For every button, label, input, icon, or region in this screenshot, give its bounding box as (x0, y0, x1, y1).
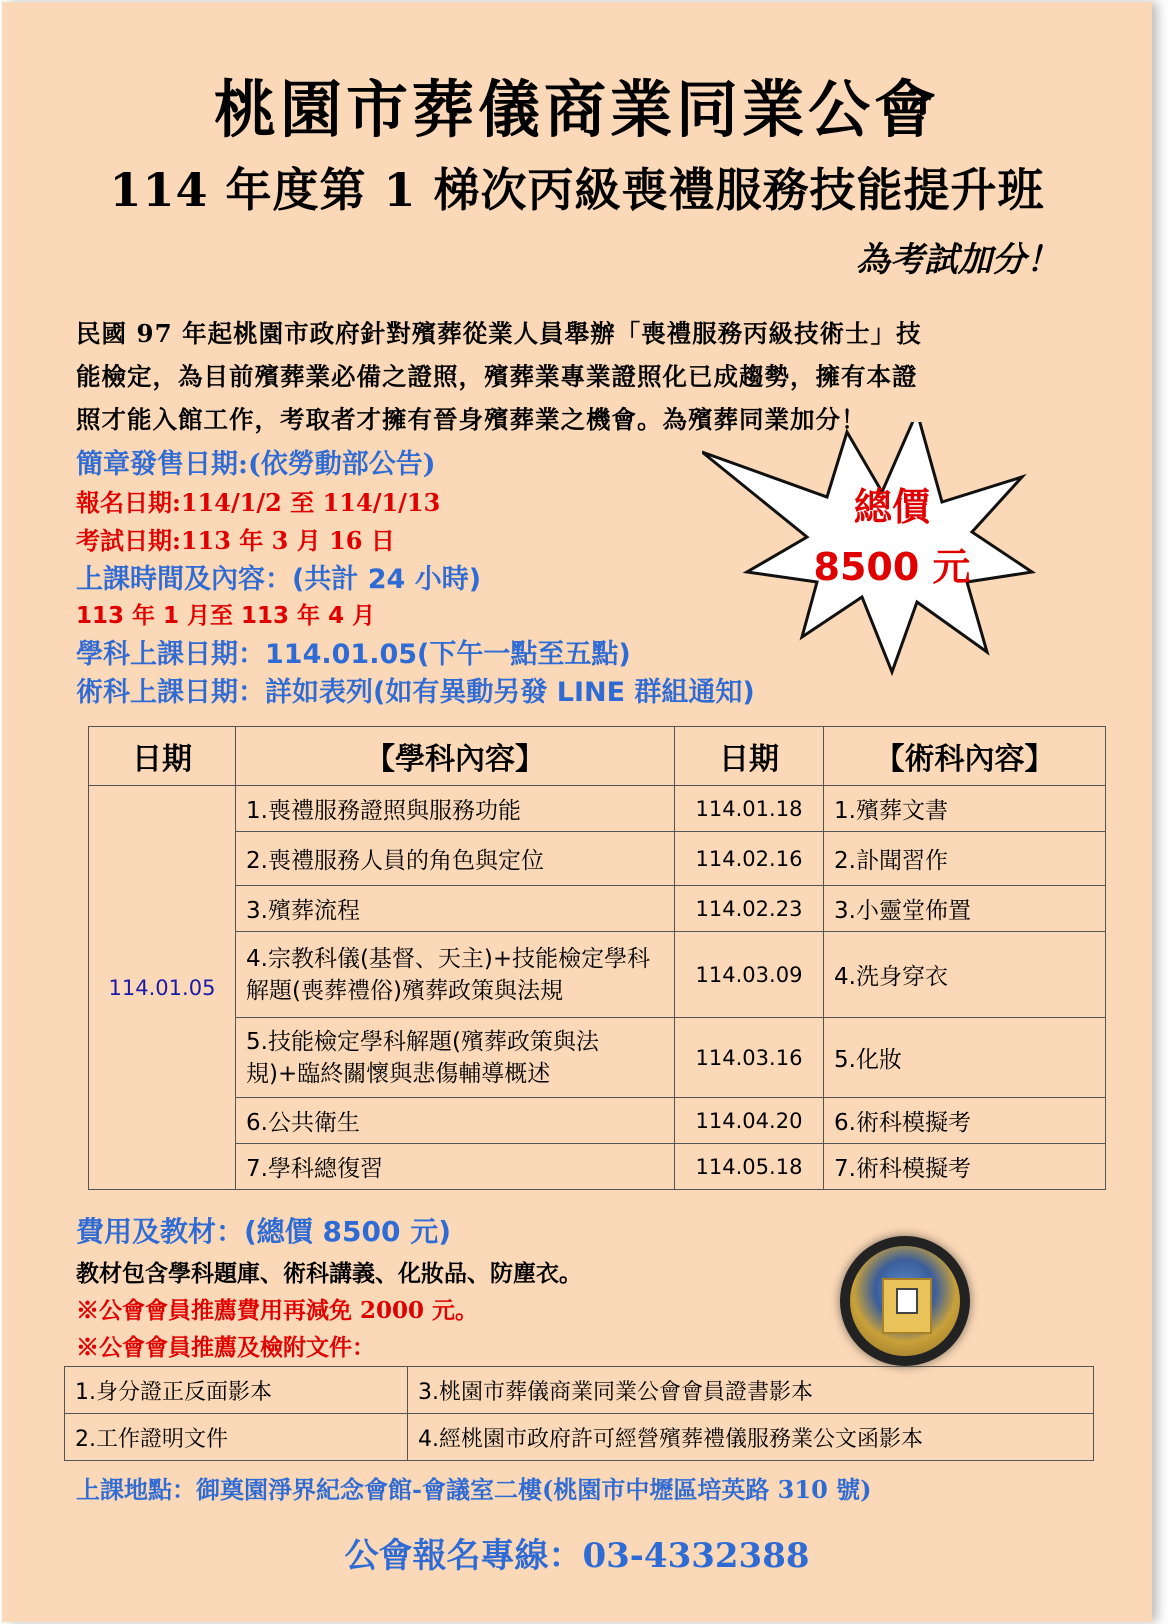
col-header-date: 日期 (675, 727, 824, 786)
practice-cell: 6.術科模擬考 (824, 1098, 1106, 1144)
documents-table (64, 1366, 1094, 1461)
col-header-theory: 【學科內容】 (236, 727, 675, 786)
fees-heading: 費用及教材：(總價 8500 元) (76, 1215, 452, 1248)
practice-date-cell: 114.02.23 (675, 886, 824, 932)
intro-line: 能檢定，為目前殯葬業必備之證照，殯葬業專業證照化已成趨勢，擁有本證 (76, 362, 918, 391)
class-time: 上課時間及內容：(共計 24 小時) (76, 564, 482, 595)
document-item: 2.工作證明文件 (65, 1414, 408, 1461)
theory-cell: 1.喪禮服務證照與服務功能 (236, 786, 675, 832)
table-row (65, 1367, 1094, 1414)
theory-date: 學科上課日期：114.01.05(下午一點至五點) (76, 639, 631, 670)
intro-line: 照才能入館工作，考取者才擁有晉身殯葬業之機會。為殯葬同業加分！ (76, 405, 867, 434)
association-title: 桃園市葬儀商業同業公會 (213, 73, 940, 146)
course-title: 114 年度第 1 梯次丙級喪禮服務技能提升班 (109, 163, 1045, 217)
table-row (89, 1098, 1106, 1144)
document-item: 4.經桃園市政府許可經營殯葬禮儀服務業公文函影本 (408, 1414, 1094, 1461)
class-period: 113 年 1 月至 113 年 4 月 (76, 603, 376, 629)
table-row (65, 1414, 1094, 1461)
document-item: 3.桃園市葬儀商業同業公會會員證書影本 (408, 1367, 1094, 1414)
practice-cell: 7.術科模擬考 (824, 1144, 1106, 1190)
table-row (89, 932, 1106, 1018)
theory-cell: 3.殯葬流程 (236, 886, 675, 932)
slogan: 為考試加分！ (856, 240, 1060, 280)
document-item: 1.身分證正反面影本 (65, 1367, 408, 1414)
theory-cell: 6.公共衛生 (236, 1098, 675, 1144)
brochure-date: 簡章發售日期:(依勞動部公告) (76, 449, 436, 480)
price-amount: 8500 元 (813, 545, 971, 589)
practice-date-cell: 114.04.20 (675, 1098, 824, 1144)
table-row (89, 786, 1106, 832)
practice-date-cell: 114.03.16 (675, 1018, 824, 1098)
theory-cell: 2.喪禮服務人員的角色與定位 (236, 832, 675, 886)
practice-date-cell: 114.03.09 (675, 932, 824, 1018)
col-header-date: 日期 (89, 727, 236, 786)
practice-date-cell: 114.02.16 (675, 832, 824, 886)
practice-cell: 1.殯葬文書 (824, 786, 1106, 832)
theory-date-cell: 114.01.05 (89, 786, 236, 1190)
table-row (89, 832, 1106, 886)
table-row (89, 886, 1106, 932)
practice-cell: 4.洗身穿衣 (824, 932, 1106, 1018)
altar-photo-image (840, 1236, 970, 1366)
materials-text: 教材包含學科題庫、術科講義、化妝品、防塵衣。 (76, 1260, 582, 1287)
theory-cell: 5.技能檢定學科解題(殯葬政策與法規)+臨終關懷與悲傷輔導概述 (236, 1018, 675, 1098)
documents-heading: ※公會會員推薦及檢附文件： (76, 1334, 375, 1361)
registration-date: 報名日期:114/1/2 至 114/1/13 (76, 488, 441, 517)
member-discount: ※公會會員推薦費用再減免 2000 元。 (76, 1297, 479, 1324)
table-header-row (89, 727, 1106, 786)
practice-cell: 2.訃聞習作 (824, 832, 1106, 886)
theory-cell: 7.學科總復習 (236, 1144, 675, 1190)
intro-line: 民國 97 年起桃園市政府針對殯葬從業人員舉辦「喪禮服務丙級技術士」技 (76, 319, 922, 348)
exam-date: 考試日期:113 年 3 月 16 日 (76, 526, 395, 555)
registration-hotline: 公會報名專線：03-4332388 (344, 1536, 810, 1576)
practice-date-cell: 114.01.18 (675, 786, 824, 832)
col-header-practice: 【術科內容】 (824, 727, 1106, 786)
table-row (89, 1018, 1106, 1098)
class-location: 上課地點：御奠園淨界紀念會館-會議室二樓(桃園市中壢區培英路 310 號) (76, 1475, 872, 1504)
practice-cell: 3.小靈堂佈置 (824, 886, 1106, 932)
price-badge (802, 477, 982, 597)
practice-date-cell: 114.05.18 (675, 1144, 824, 1190)
practice-date: 術科上課日期：詳如表列(如有異動另發 LINE 群組通知) (76, 677, 755, 708)
course-schedule-table (88, 726, 1106, 1190)
table-row (89, 1144, 1106, 1190)
theory-cell: 4.宗教科儀(基督、天主)+技能檢定學科解題(喪葬禮俗)殯葬政策與法規 (236, 932, 675, 1018)
flyer-page (2, 2, 1152, 1622)
price-label: 總價 (853, 485, 930, 529)
practice-cell: 5.化妝 (824, 1018, 1106, 1098)
